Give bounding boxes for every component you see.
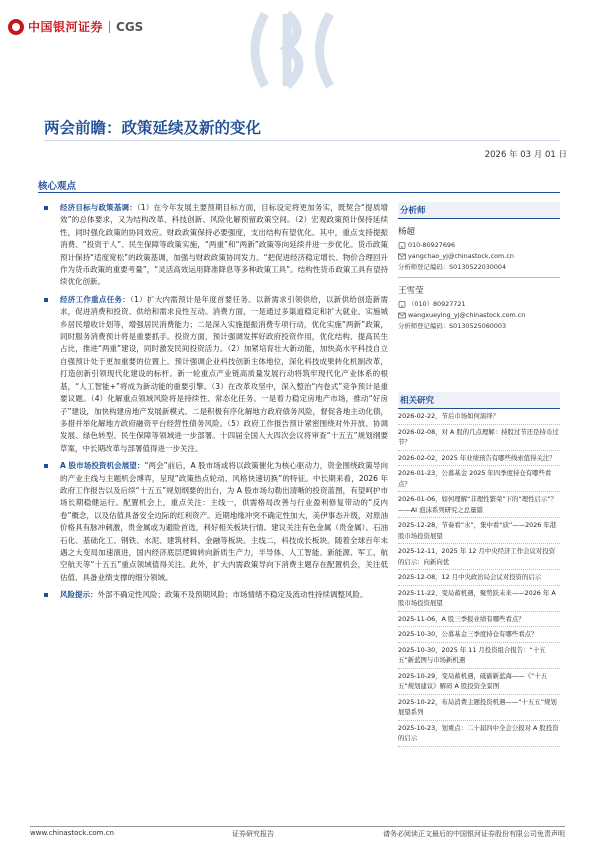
section-heading-core-views: 核心观点: [38, 181, 77, 192]
analyst-phone: （010）80927721: [408, 300, 466, 308]
brand-logo-icon: [8, 19, 24, 35]
analyst-card: [398, 284, 560, 332]
paragraph-lead: 经济目标与政策基调：: [60, 203, 137, 212]
related-item[interactable]: 2025-10-30，2025 年 11 月投资组合报告：“十五五”新蓝图与市场新机遇: [398, 643, 560, 669]
paragraph-key-tasks: [38, 294, 388, 455]
email-icon: [398, 253, 406, 260]
analyst-phone: 010-80927696: [408, 241, 456, 249]
sidebar: [398, 202, 560, 747]
footer-website[interactable]: www.chinastock.com.cn: [30, 829, 114, 837]
related-item[interactable]: 2026-02-08，对 A 股的几点理解：持股过节还是持币过节？: [398, 425, 560, 451]
related-item[interactable]: 2025-10-23，划重点：二十届四中全会公报对 A 股投资的启示: [398, 721, 560, 747]
page-header: [0, 0, 595, 62]
analyst-email[interactable]: wangxueying_yj@chinastock.com.cn: [408, 311, 526, 319]
sidebar-heading-related: 相关研究: [398, 392, 560, 409]
sidebar-heading-analysts: 分析师: [398, 202, 560, 219]
analyst-email-row: [398, 251, 560, 262]
report-title: 两会前瞻：政策延续及新的变化: [44, 118, 262, 137]
paragraph-economic-targets: [38, 202, 388, 289]
bullet-icon: [44, 298, 48, 302]
related-item[interactable]: 2026-01-06，如何理解“非理性繁荣”下的“理性启示”？——AI 泡沫系列研究之总量篇: [398, 492, 560, 518]
related-item[interactable]: 2025-10-29，变局蓄机遇，砥砺新蓝海——《“十五五”规划建议》解码 A 股投资全景图: [398, 669, 560, 695]
analyst-cert: 分析师登记编码：S0130525060003: [398, 322, 507, 330]
brand-name-en: CGS: [116, 19, 144, 34]
analyst-cert-row: [398, 262, 560, 273]
paragraph-a-share-outlook: [38, 460, 388, 584]
report-date: 2026 年 03 月 01 日: [484, 150, 567, 160]
related-item[interactable]: 2025-12-28，节奏看“水”，集中看“质”——2026 年港股市场投资展望: [398, 518, 560, 544]
related-item[interactable]: 2025-11-06，A 股三季报业绩有哪些看点？: [398, 612, 560, 628]
related-item[interactable]: 2026-02-02，2025 年业绩预告有哪些线索值得关注？: [398, 451, 560, 467]
footer-report-type: 证券研究报告: [232, 830, 274, 838]
paragraph-text: “两会”前后，A 股市场或将以政策催化为核心驱动力，资金围绕政策导向的产业主线与主题机会博弈，呈现“政策热点轮动、风格快速切换”的特征。中长期来看，2026 年政府工作报告以及后续“十五五”规划纲要的出台，为 A 股市场勾勒出清晰的投资蓝图，有望呵护市场长期稳健运行。配置机会上，重点关注：主线一，供需格局改善与行业盈利修复带动的“反内卷”概念，以及估值具备安全边际的红利资产。近期地缘冲突不确定性加大，美伊事态升级，对原油价格具有脉冲刺激，贵金属或为避险首选，利好相关板块行情。建议关注有色金属（贵金属）、石油石化、基础化工、钢铁、水泥、建筑材料、金融等板块。主线二，科技成长板块。随着全球百年未遇之大变局加速演进，国内经济底层逻辑转向新质生产力，半导体、人工智能、新能源、军工、航空航天等“十五五”重点领域值得关注。此外，扩大内需政策导向下消费主题存在配置机会，关注低估值、具备业绩支撑的细分领域。: [60, 461, 388, 582]
paragraph-text: （1）扩大内需预计是年度首要任务。以新需求引领供给，以新供给创造新需求，促进消费和投资、供给和需求良性互动。消费方面，一是通过多渠道稳定和扩大就业、实施城乡居民增收计划等，增强居民消费能力；二是深入实施提振消费专项行动，优化实施“两新”政策，同时服务消费预计将是重要抓手。投资方面，预计强调发挥好政府投资作用，优化结构、提高民生占比，推进“两重”建设，同时激发民间投资活力。（2）加紧培育壮大新动能，加快高水平科技自立自强预计处于更加重要的位置上。预计强调企业科技创新主体地位，深化科技成果转化机制改革，打造创新引领现代化建设的标杆。新一轮重点产业链高质量发展行动将筑牢现代化产业体系的根基，“人工智能+”将成为新动能的重要引擎。（3）在改革攻坚中，深入整治“内卷式”竞争预计是重要议题。（4）化解重点领域风险将是持续性、常态化任务。一是着力稳定房地产市场，推动“好房子”建设，加快构建房地产发展新模式。二是积极有序化解地方政府债务风险，督促各地主动化债，多措并举化解地方政府融资平台经营性债务风险。（5）政府工作报告预计紧密围绕对外开放、协调发展、绿色转型、民生保障等领域进一步部署。十四届全国人大四次会议将审查“十五五”规划纲要草案，中长期改革与部署值得进一步关注。: [60, 294, 389, 453]
related-item[interactable]: 2025-11-22，变局蓄机遇，聚势跃未来——2026 年 A 股市场投资展望: [398, 586, 560, 612]
bullet-icon: [44, 593, 48, 597]
section-divider: [38, 192, 560, 193]
bullet-icon: [44, 464, 48, 468]
main-content: [38, 202, 388, 607]
brand-name-cn: 中国银河证券: [28, 20, 104, 34]
email-icon: [398, 312, 406, 319]
analyst-card: [398, 225, 560, 273]
analyst-name: 杨超: [398, 227, 416, 237]
phone-icon: [398, 301, 406, 308]
related-item[interactable]: 2025-10-30，公募基金三季度持仓有哪些看点？: [398, 627, 560, 643]
paragraph-text: 外部不确定性风险；政策不及预期风险；市场情绪不稳定及流动性持续调整风险。: [97, 590, 368, 600]
phone-icon: [398, 242, 406, 249]
brand-separator: [109, 21, 110, 33]
footer-divider: [30, 826, 565, 827]
title-divider: [44, 140, 560, 141]
analyst-phone-row: [398, 240, 560, 251]
analyst-phone-row: [398, 299, 560, 310]
related-item[interactable]: 2025-10-22，布局消费主题投资机遇——“十五五”规划展望系列: [398, 695, 560, 721]
analyst-name: 王雪莹: [398, 286, 424, 296]
analyst-email[interactable]: yangchao_yj@chinastock.com.cn: [408, 252, 514, 260]
footer-disclaimer: 请务必阅读正文最后的中国银河证券股份有限公司免责声明: [383, 830, 565, 838]
analyst-divider: [398, 277, 560, 278]
related-item[interactable]: 2026-01-23，公募基金 2025 年四季度持仓有哪些看点？: [398, 466, 560, 492]
paragraph-lead: A 股市场投资机会展望：: [60, 461, 145, 471]
paragraph-text: （1）在今年发展主要预期目标方面，目标设定将更加务实，既契合“提质增效”的总体要求，又为结构改革、科技创新、风险化解预留政策空间。（2）宏观政策预计保持延续性，同时强化政策的协同效应。财政政策保持必要强度，支出结构有望优化。其中，重点支持提振消费、“投资于人”、民生保障等政策实施，“两重”和“两新”政策等向延续并进一步优化。货币政策预计保持“适度宽松”的政策基调，加强与财政政策协同发力。“把促进经济稳定增长、物价合理回升作为货币政策的重要考量”，“灵活高效运用降准降息等多种政策工具”。结构性货币政策工具有望持续优化创新。: [60, 203, 389, 287]
bullet-icon: [44, 206, 48, 210]
related-research: [398, 392, 560, 747]
analyst-email-row: [398, 310, 560, 321]
cgs-watermark-icon: [235, 4, 360, 96]
paragraph-lead: 风险提示：: [60, 590, 98, 600]
paragraph-risk-warning: [38, 589, 388, 601]
related-item[interactable]: 2026-02-22，节后市场如何演绎？: [398, 409, 560, 425]
brand-logo: [8, 18, 143, 35]
paragraph-lead: 经济工作重点任务：: [60, 294, 131, 304]
analyst-cert: 分析师登记编码：S0130522030004: [398, 263, 507, 271]
related-item[interactable]: 2025-12-11，2025 年 12 月中央经济工作会议对投资的启示：向新向优: [398, 544, 560, 570]
analyst-cert-row: [398, 321, 560, 332]
related-item[interactable]: 2025-12-08，12 月中央政治局会议对投资的启示: [398, 570, 560, 586]
